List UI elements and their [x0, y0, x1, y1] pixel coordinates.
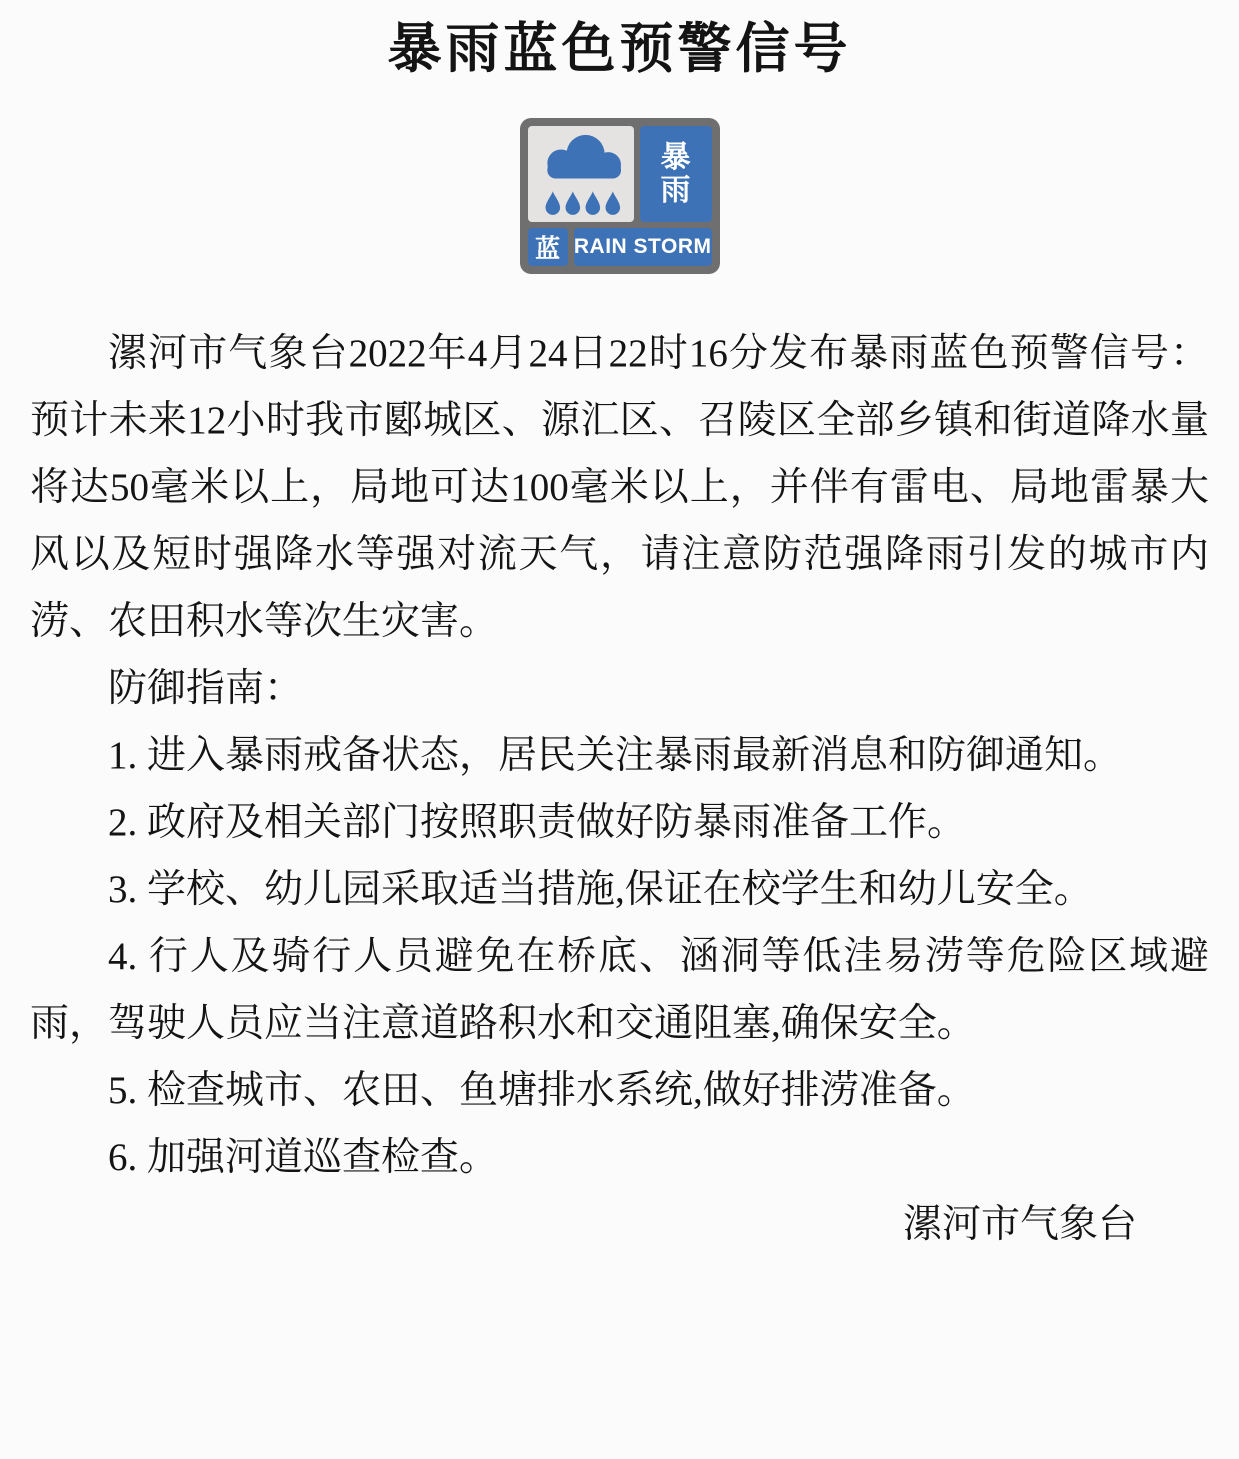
- badge-level-label: 蓝: [528, 228, 568, 266]
- guide-heading: 防御指南：: [108, 667, 304, 711]
- notice-body: [30, 320, 1209, 1258]
- guide-item-6: 6. 加强河道巡查检查。: [108, 1136, 499, 1180]
- guide-item-3: 3. 学校、幼儿园采取适当措施,保证在校学生和幼儿安全。: [108, 868, 1093, 912]
- page-title: 暴雨蓝色预警信号: [387, 19, 852, 79]
- rain-cloud-panel: [528, 126, 634, 222]
- rain-cloud-icon: [531, 128, 631, 220]
- warning-paragraph: 漯河市气象台2022年4月24日22时16分发布暴雨蓝色预警信号：预计未来12小时我市郾城区、源汇区、召陵区全部乡镇和街道降水量将达50毫米以上，局地可达100毫米以上，并伴有雷电、局地雷暴大风以及短时强降水等强对流天气，请注意防范强降雨引发的城市内涝、农田积水等次生灾害。: [30, 332, 1209, 644]
- badge-cn-label-panel: [640, 126, 712, 222]
- badge-bottom-row: [528, 228, 712, 266]
- warning-badge-container: [30, 118, 1209, 274]
- rainstorm-warning-badge: [520, 118, 720, 274]
- badge-cn-char-bottom: 雨: [660, 174, 691, 208]
- guide-item-2: 2. 政府及相关部门按照职责做好防暴雨准备工作。: [108, 801, 967, 845]
- guide-item-5: 5. 检查城市、农田、鱼塘排水系统,做好排涝准备。: [108, 1069, 976, 1113]
- badge-english-label: RAIN STORM: [574, 228, 712, 266]
- raindrop-icons: [545, 191, 620, 215]
- guide-item-1: 1. 进入暴雨戒备状态，居民关注暴雨最新消息和防御通知。: [108, 734, 1123, 778]
- badge-cn-char-top: 暴: [660, 140, 691, 174]
- badge-top-row: [528, 126, 712, 222]
- guide-item-4: 4. 行人及骑行人员避免在桥底、涵洞等低洼易涝等危险区域避雨，驾驶人员应当注意道路积水和交通阻塞,确保安全。: [30, 935, 1209, 1046]
- signature: 漯河市气象台: [902, 1203, 1137, 1247]
